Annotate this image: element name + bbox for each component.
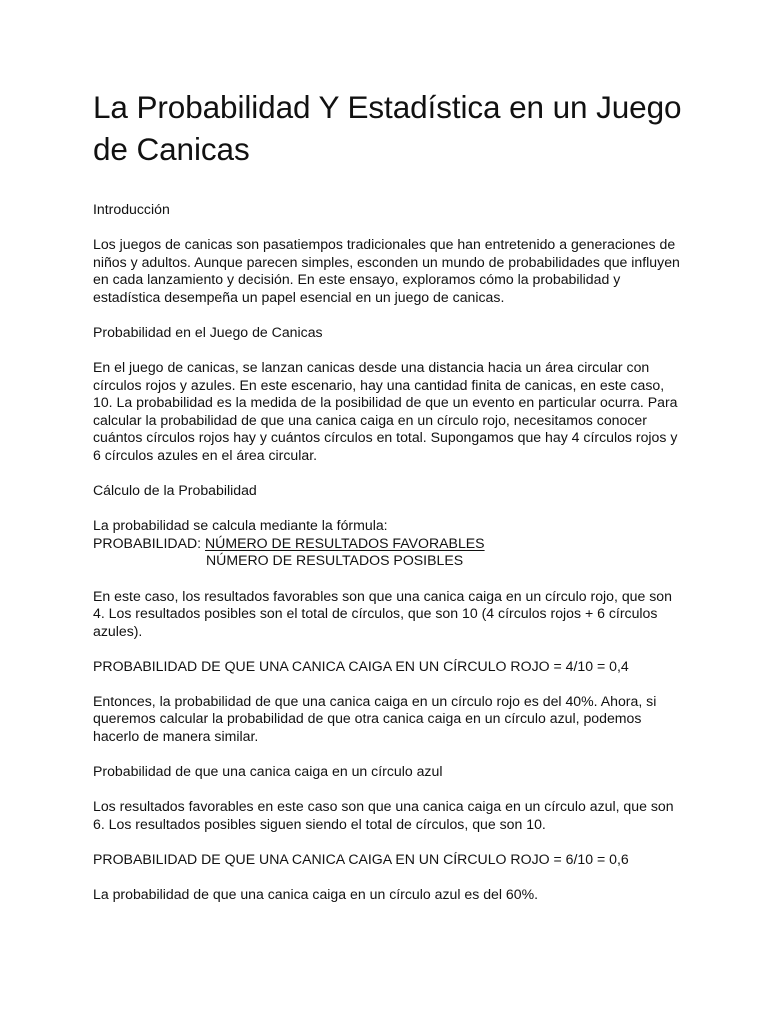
intro-paragraph: Los juegos de canicas son pasatiempos tradicionales que han entretenido a generaciones de niños y adultos. Aunque parecen simples, esconden un mundo de probabilidades que influyen en cada lanzamiento y decisión. En este ensayo, exploramos cómo la probabilidad y estadística desempeña un papel esencial en un juego de canicas. [93, 236, 680, 305]
red-probability-formula: PROBABILIDAD DE QUE UNA CANICA CAIGA EN UN CÍRCULO ROJO = 4/10 = 0,4 [93, 657, 629, 674]
document-body [93, 86, 683, 921]
probability-paragraph: En el juego de canicas, se lanzan canicas desde una distancia hacia un área circular con círculos rojos y azules. En este escenario, hay una cantidad finita de canicas, en este caso, 10. La probabilidad es la medida de la posibilidad de que un evento en particular ocurra. Para calcular la probabilidad de que una canica caiga en un círculo rojo, necesitamos conocer cuántos círculos rojos hay y cuántos círculos en total. Supongamos que hay 4 círculos rojos y 6 círculos azules en el área circular. [93, 359, 678, 464]
formula-denominator: NÚMERO DE RESULTADOS POSIBLES [206, 552, 464, 569]
blue-probability-formula: PROBABILIDAD DE QUE UNA CANICA CAIGA EN UN CÍRCULO ROJO = 6/10 = 0,6 [93, 850, 629, 867]
formula-label: PROBABILIDAD: [93, 534, 205, 551]
formula-denominator-line [93, 552, 683, 570]
blue-probability-heading: Probabilidad de que una canica caiga en un círculo azul [93, 763, 443, 780]
blue-probability-conclusion: La probabilidad de que una canica caiga en un círculo azul es del 60%. [93, 886, 539, 903]
blue-probability-paragraph: Los resultados favorables en este caso son que una canica caiga en un círculo azul, que son 6. Los resultados posibles siguen siendo el total de círculos, que son 10. [93, 798, 674, 832]
probability-heading: Probabilidad en el Juego de Canicas [93, 323, 323, 340]
formula-numerator-line [93, 535, 683, 553]
formula-numerator: NÚMERO DE RESULTADOS FAVORABLES [205, 534, 485, 551]
intro-heading: Introducción [93, 201, 170, 217]
formula-block [93, 517, 683, 570]
calculation-paragraph: En este caso, los resultados favorables son que una canica caiga en un círculo rojo, que son 4. Los resultados posibles son el total de círculos, que son 10 (4 círculos rojos + 6 círculos azules). [93, 587, 672, 639]
calculation-heading: Cálculo de la Probabilidad [93, 482, 257, 499]
red-probability-conclusion: Entonces, la probabilidad de que una canica caiga en un círculo rojo es del 40%. Ahora, si queremos calcular la probabilidad de que otra canica caiga en un círculo azul, podemos hacerlo de manera similar. [93, 692, 657, 745]
document-title: La Probabilidad Y Estadística en un Juego de Canicas [93, 89, 682, 167]
formula-intro: La probabilidad se calcula mediante la fórmula: [93, 517, 388, 534]
